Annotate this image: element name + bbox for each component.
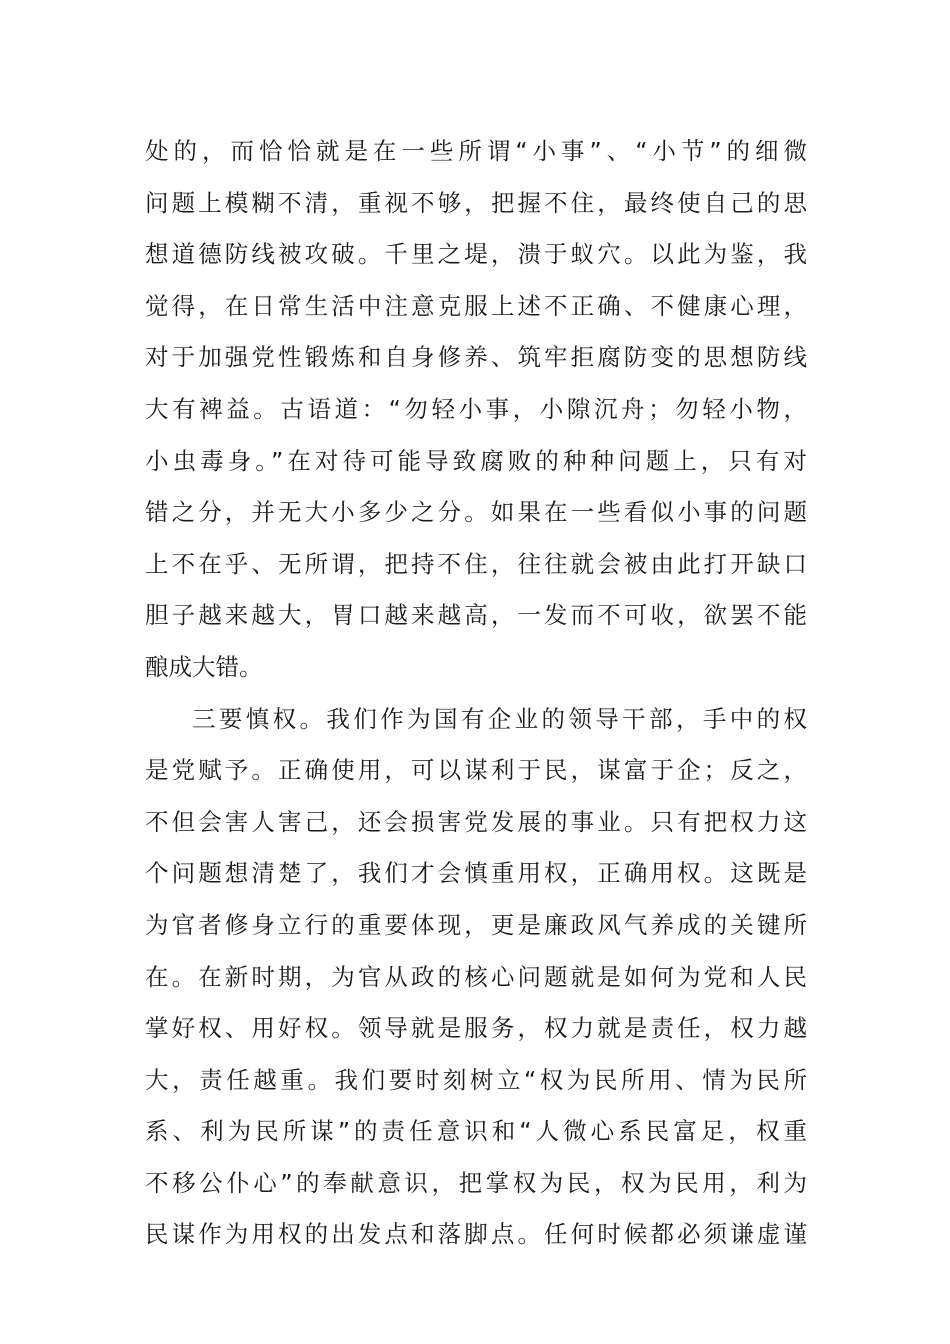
text-line: 在。在新时期，为官从政的核心问题就是如何为党和人民: [145, 962, 807, 991]
text-line: 问题上模糊不清，重视不够，把握不住，最终使自己的思: [145, 188, 807, 217]
paragraph-end-line: 酿成大错。: [145, 652, 263, 681]
text-line: 个问题想清楚了，我们才会慎重用权，正确用权。这既是: [145, 859, 807, 888]
text-line: 掌好权、用好权。领导就是服务，权力就是责任，权力越: [145, 1014, 807, 1043]
text-line: 想道德防线被攻破。千里之堤，溃于蚁穴。以此为鉴，我: [145, 240, 807, 269]
text-line: 胆子越来越大，胃口越来越高，一发而不可收，欲罢不能: [145, 601, 807, 630]
text-line: 不但会害人害己，还会损害党发展的事业。只有把权力这: [145, 807, 807, 836]
text-line: 小虫毒身。”在对待可能导致腐败的种种问题上，只有对: [145, 446, 807, 475]
text-line: 民谋作为用权的出发点和落脚点。任何时候都必须谦虚谨: [145, 1220, 807, 1249]
text-line: 系、利为民所谋”的责任意识和“人微心系民富足，权重: [145, 1117, 807, 1146]
paragraph-start-line: 三要慎权。我们作为国有企业的领导干部，手中的权: [192, 704, 807, 733]
text-line: 大有裨益。古语道：“勿轻小事，小隙沉舟；勿轻小物，: [145, 394, 807, 423]
text-line: 上不在乎、无所谓，把持不住，往往就会被由此打开缺口: [145, 549, 807, 578]
text-line: 是党赋予。正确使用，可以谋利于民，谋富于企；反之，: [145, 756, 807, 785]
text-line: 为官者修身立行的重要体现，更是廉政风气养成的关键所: [145, 910, 807, 939]
text-line: 不移公仆心”的奉献意识，把掌权为民，权为民用，利为: [145, 1168, 807, 1197]
text-line: 处的，而恰恰就是在一些所谓“小事”、“小节”的细微: [145, 137, 807, 165]
text-line: 错之分，并无大小多少之分。如果在一些看似小事的问题: [145, 498, 807, 527]
text-line: 对于加强党性锻炼和自身修养、筑牢拒腐防变的思想防线: [145, 343, 807, 372]
text-line: 大，责任越重。我们要时刻树立“权为民所用、情为民所: [145, 1065, 807, 1094]
body-text: [145, 126, 807, 1261]
text-line: 觉得，在日常生活中注意克服上述不正确、不健康心理，: [145, 291, 807, 320]
